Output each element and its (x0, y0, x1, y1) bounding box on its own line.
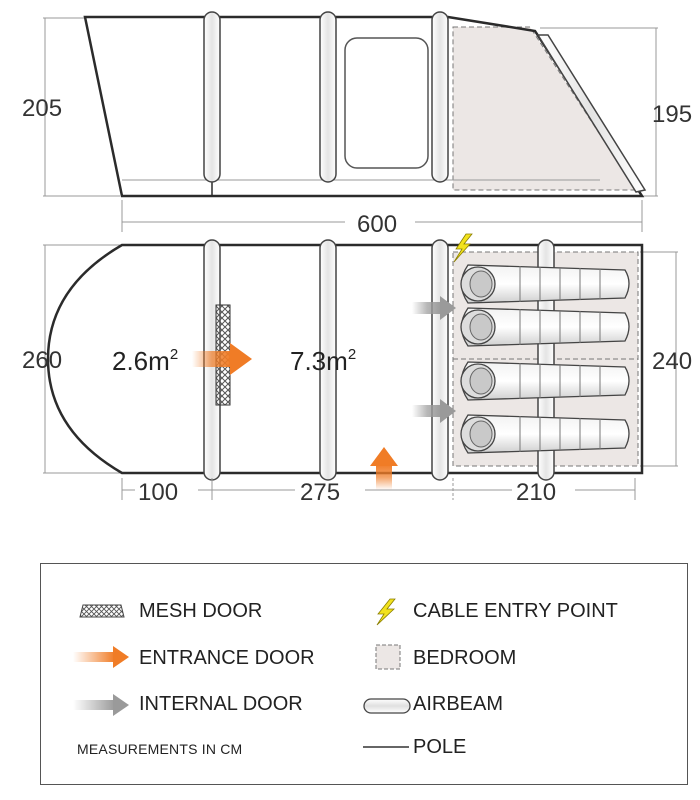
plan-entrance-door-arrow-front (370, 447, 398, 490)
sleeping-bag-4 (461, 415, 629, 453)
airbeam-pill-icon (363, 697, 411, 715)
lightning-bolt-icon (375, 598, 397, 626)
side-view (22, 12, 692, 196)
sleeping-bag-2 (461, 308, 629, 346)
side-airbeam-1 (204, 12, 220, 182)
side-airbeam-3 (432, 12, 448, 182)
area-living: $7.3m^2$ (290, 346, 357, 376)
legend-airbeam: AIRBEAM (413, 693, 504, 715)
dim-side-height-left: 205 (22, 95, 63, 122)
area-porch: $2.6m^2$ (112, 346, 179, 376)
dim-width-left: 260 (22, 347, 63, 374)
legend-mesh-door: MESH DOOR (139, 600, 263, 622)
legend (40, 563, 688, 785)
floor-plan (22, 234, 692, 490)
side-window (345, 38, 428, 168)
internal-door-arrow-icon (73, 694, 131, 716)
entrance-door-arrow-icon (73, 646, 131, 668)
legend-measurements-note: MEASUREMENTS IN CM (77, 741, 243, 757)
legend-pole: POLE (413, 736, 467, 758)
dim-side-height-right: 195 (652, 101, 693, 128)
sleeping-bag-1 (461, 265, 629, 303)
bedroom-swatch-icon (375, 644, 401, 670)
plan-airbeam-3 (432, 240, 448, 480)
side-airbeam-2 (320, 12, 336, 182)
dim-section-1: 100 (138, 479, 179, 506)
mesh-door-icon (79, 604, 125, 618)
legend-entrance-door: ENTRANCE DOOR (139, 647, 315, 669)
legend-cable-entry: CABLE ENTRY POINT (413, 600, 618, 622)
pole-line-icon (363, 744, 411, 750)
dim-width-right: 240 (652, 348, 693, 375)
dim-section-3: 210 (516, 479, 557, 506)
legend-internal-door: INTERNAL DOOR (139, 693, 303, 715)
sleeping-bag-3 (461, 362, 629, 400)
dim-section-2: 275 (300, 479, 341, 506)
overall-length-dimension (122, 200, 642, 238)
legend-bedroom: BEDROOM (413, 647, 517, 669)
dim-overall-length: 600 (357, 211, 398, 238)
